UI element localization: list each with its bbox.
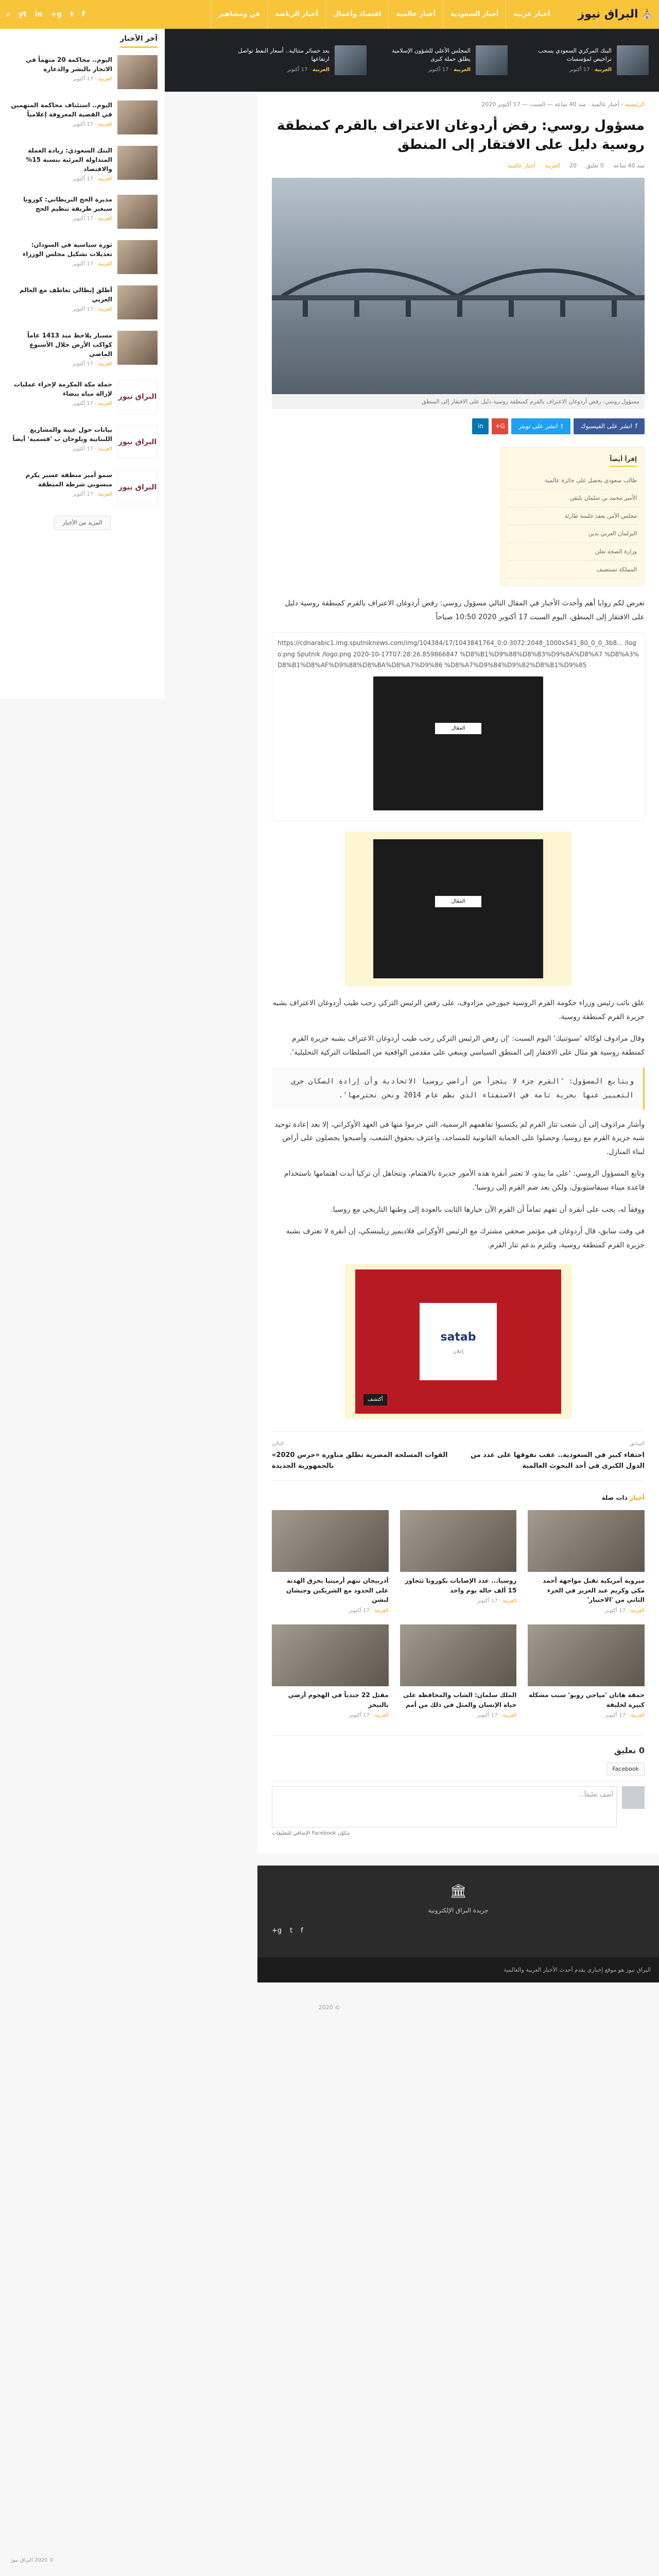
next-title[interactable]: القوات المسلحة المصرية تطلق مناورة «حرس 2020» بالجمهورية الجديدة [272,1451,448,1470]
article-paragraph: ووفقاً له، يجب على أنقرة أن تفهم تماماً أن القرم الآن خيارها الثابت بالعودة إلى وطنها التاريخي مع روسيا. [331,1205,645,1214]
bridge-illustration [272,240,645,317]
share-google-plus-button[interactable]: G+ [492,418,508,434]
news-meta: العربية · 17 أكتوبر [73,307,112,313]
social-icons [6,9,85,20]
read-also-item[interactable]: الأمير محمد بن سلمان يلتقي [508,489,637,507]
strip-title: بعد خسائر متتالية.. أسعار النفط تواصل ارتفاعها [238,47,330,62]
related-item[interactable] [400,1624,517,1720]
news-meta: العربية · 17 أكتوبر [73,122,112,128]
footer-logo-icon: 🏛 [449,1884,467,1900]
site-footer [257,1866,659,1957]
site-logo-thumbnail: البراق نيوز [117,425,158,459]
breadcrumb: الرئيسية › أخبار عالمية · منذ 40 ساعة — السبت — 17 أكتوبر 2020 [481,101,645,108]
related-item[interactable] [272,1624,389,1720]
news-thumbnail [117,331,158,365]
news-meta: العربية · 17 أكتوبر [73,261,112,267]
breadcrumb-category[interactable]: أخبار عالمية [591,101,619,108]
related-title[interactable]: أذربيجان تتهم أرمينيا بخرق الهدنة على الحدود مع الشريكين وجيشان لبشن [286,1577,389,1604]
sidebar-news-item[interactable] [7,240,158,274]
comments-heading: 0 تعليق [614,1745,645,1756]
related-meta: العربية · 17 أكتوبر [605,1713,645,1719]
article-hero-image [272,178,645,394]
news-title[interactable]: أطلق إيطالي تعاطف مع العالم العربي [19,286,112,303]
meta-comments[interactable]: 0 تعليق [585,162,604,169]
news-thumbnail [117,240,158,274]
image-caption: مسؤول روسي: رفض أردوغان الاعتراف بالقرم كمنطقة روسية دليل على الافتقار إلى المنطق [272,394,645,410]
sidebar-news-item[interactable] [7,195,158,229]
related-item[interactable] [400,1510,517,1615]
related-grid [272,1510,645,1720]
news-thumbnail [117,146,158,180]
facebook-icon: f [635,422,637,430]
nav-item-sports[interactable]: أخبار الرياضة [267,0,325,29]
sidebar-news-item[interactable] [7,100,158,134]
related-meta: العربية · 17 أكتوبر [477,1713,517,1719]
read-also-item[interactable]: وزارة الصحة تعلن [508,543,637,561]
google-plus-icon[interactable]: g+ [50,10,62,19]
satab-ad[interactable] [355,1269,561,1414]
next-label: التالي [272,1441,284,1447]
share-twitter-button[interactable]: t انشر على تويتر [511,418,570,434]
related-title[interactable]: حمقة هاتان 'مياجي روبو' سبب مشكلة كبيرة لخليفة [528,1691,645,1708]
related-title[interactable]: مقتل 22 جندياً في الهجوم أرضي بالنيجر [288,1691,389,1708]
sidebar-news-item[interactable] [7,425,158,459]
related-thumbnail[interactable] [400,1624,517,1686]
prev-next-navigation [272,1431,645,1481]
related-meta: العربية · 17 أكتوبر [349,1607,389,1614]
footer-description: البراق نيوز هو موقع إخباري يقدم أحدث الأخبار العربية والعالمية [257,1957,659,1983]
meta-views: 20 [569,162,577,169]
news-thumbnail [117,100,158,134]
avatar [622,1786,645,1809]
related-meta: العربية · 17 أكتوبر [349,1713,389,1719]
page-bottom [0,1982,659,2044]
comments-section [272,1735,645,1838]
article-paragraph: وقال مرادوف لوكالة 'سبوتنيك' اليوم السبت: 'إن رفض الرئيس التركي رجب طيب أردوغان الاعتراف بشبه جزيرة القرم كمنطقة روسية هو مثال على الافتقار إلى المنطق السياسي وينبغي على مقدمي الواقعية من السلطات التركية التحليلية'. [289,1035,645,1057]
related-title[interactable]: الملك سلمان: الشاب والمحافظة على حياة الإنسان والمثل في ذلك من أمم [403,1691,517,1708]
sidebar-heading: آخر الأخبار [120,33,158,48]
fb-plugin-label[interactable]: مكوّن Facebook الإضافي للتعليقات [272,1831,350,1837]
nav-item-arab-news[interactable]: أخبار عربية [506,0,557,29]
news-thumbnail [117,55,158,89]
article-paragraph: علق نائب رئيس وزراء حكومة القرم الروسية جيورجي مرادوف، على رفض الرئيس التركي رجب طيب أردوغان الاعتراف بشبه جزيرة القرم كمنطقة روسية. [272,999,645,1021]
related-meta: العربية · 17 أكتوبر [477,1598,517,1604]
article-meta [272,161,645,171]
bottom-copyright: © 2020 البراق نيوز [10,2557,55,2563]
facebook-icon[interactable]: f [81,10,85,19]
logo-mark-icon: ⛪ [641,8,653,20]
read-also-item[interactable]: طالب سعودي يحصل على جائزة عالمية [508,472,637,490]
news-thumbnail [117,285,158,319]
strip-thumbnail [476,45,508,75]
bottom-year: © 2020 [318,2004,341,2011]
news-meta: العربية · 17 أكتوبر [73,176,112,182]
news-title[interactable]: اليوم.. استئناف محاكمة المتهمين في القضية المعروفة إعلامياً [11,101,112,118]
news-thumbnail [117,195,158,229]
strip-meta: العربية · 17 أكتوبر [428,66,471,73]
related-item[interactable] [272,1510,389,1615]
news-meta: العربية · 17 أكتوبر [73,492,112,498]
logo-text: البراق نيوز [578,8,638,21]
sidebar-news-item[interactable] [7,470,158,504]
prev-title[interactable]: احتفاء كبير في السعودية.. عقب تفوقها على عدد من الدول الكبرى في أحد البحوث العالمية [470,1451,645,1470]
facebook-icon[interactable]: f [301,1927,303,1935]
related-thumbnail[interactable] [528,1510,645,1572]
site-logo-thumbnail: البراق نيوز [117,380,158,414]
prev-label: السابق [630,1441,645,1447]
strip-item[interactable] [379,45,508,75]
embedded-url-text [272,632,645,821]
comment-input[interactable]: أضف تعليقاً... [272,1786,617,1827]
related-title[interactable]: روسيا... عدد الإصابات بكورونا تتجاوز 15 ألف حالة يوم واحد [405,1577,517,1594]
article-paragraph: وتابع المسؤول الروسي: 'على ما يبدو، لا تعتبر أنقرة هذه الأمور جديرة بالاهتمام، وتتجاهل أن تركيا أبدت اهتمامها باستخدام قاعدة ميناء سيفاستوبول، ولكن بعد ضم القرم إلى روسيا'. [284,1170,645,1192]
news-title[interactable]: ثورة سياسية في السودان: تعديلات تشكيل مجلس الوزراء [23,241,112,258]
related-thumbnail[interactable] [528,1624,645,1686]
google-plus-icon[interactable]: g+ [272,1927,282,1935]
twitter-icon[interactable]: t [290,1927,293,1935]
related-meta: العربية · 17 أكتوبر [605,1607,645,1614]
read-also-item[interactable]: مجلس الأمن يعقد جلسة طارئة [508,507,637,526]
sidebar-news-item[interactable] [7,55,158,89]
site-logo-thumbnail: البراق نيوز [117,470,158,504]
linkedin-icon[interactable]: in [34,10,43,19]
nav-item-celebrities[interactable]: فن ومشاهير [211,0,267,29]
advertisement-box-2 [345,1264,571,1419]
strip-item[interactable] [520,45,649,75]
news-title[interactable]: مسبار يلاحظ منذ 1413 عاماً كواكب الأرض خلال الأسبوع الماضي [27,332,112,358]
article-quote: ويتابع المسؤول: 'القرم جزء لا يتجزأ من أراضي روسيا الاتحادية وأن إرادة السكان جرى التعبير عنها بحرية تامة في الاستفتاء الذي نظم عام 2014 ونحن نحترمها'. [272,1067,645,1109]
news-meta: العربية · 17 أكتوبر [73,446,112,452]
ad-brand: satab [440,1330,476,1344]
sidebar-news-item[interactable] [7,285,158,319]
related-item[interactable] [528,1510,645,1615]
strip-item[interactable] [238,45,367,75]
share-linkedin-button[interactable]: in [472,418,489,434]
article-title: مسؤول روسي: رفض أردوغان الاعتراف بالقرم كمنطقة روسية دليل على الافتقار إلى المنطق [277,117,645,153]
news-meta: العربية · 17 أكتوبر [73,216,112,222]
related-thumbnail[interactable] [400,1510,517,1572]
article-paragraph: في وقت سابق، قال أردوغان في مؤتمر صحفي مشترك مع الرئيس الأوكراني فلاديمير زيلينسكي، إن أنقرة لا تعترف بشبه جزيرة القرم كمنطقة روسية، وتلتزم بدعم تتار القرم. [286,1227,645,1249]
video-ad-player[interactable] [373,676,543,810]
sidebar-news-item[interactable] [7,146,158,183]
news-title[interactable]: مديرة الحج البريطاني: كورونا سيغير طريقة تنظيم الحج [23,196,112,213]
read-also-item[interactable]: المملكة تستضيف [508,561,637,579]
related-thumbnail[interactable] [272,1624,389,1686]
article-paragraph: وأشار مرادوف إلى أن شعب تتار القرم لم يكتسبوا تفاهمهم الرسمية، التي حرموا منها في العهد الأوكراني، إلا بعد إعادة توحيد شبه جزيرة القرم مع روسيا، وحصلوا على الحماية القانونية للمساجد، واعترف بحقوق الشعب، وأصبحوا يحصلون على أراض لبناء المنازل. [274,1120,645,1156]
news-meta: العربية · 17 أكتوبر [73,401,112,407]
strip-meta: العربية · 17 أكتوبر [287,66,330,73]
main-nav [85,0,558,29]
url-text: https://cdnarabic1.img.sputniknews.com/img/104384/17/1043841764_0:0:3072:2048_1000x541_80_0_0_3b8... /logo.png Sputnik /logo.png 2020-10-17T07:28:26.859866847 %D8%B1%D9%88%D8%B3%D9%8A%D8%A7 %D8%A3%D8%B1%D8%AF%D9%88%D8%BA%D8%A7%D9%86 %D8%A7%D9%84%D9%82%D8%B1%D9%85 [278,639,639,669]
ad-cta-button[interactable]: أكتشف [363,1394,387,1405]
meta-date: منذ 40 ساعة [613,162,645,169]
sidebar-news-item[interactable] [7,380,158,414]
footer-site-name: جريدة البراق الإلكترونية [428,1906,489,1914]
news-meta: العربية · 17 أكتوبر [73,361,112,367]
news-meta: العربية · 17 أكتوبر [73,76,112,82]
youtube-icon[interactable]: yt [18,10,27,19]
nav-item-saudi-news[interactable]: أخبار السعودية [443,0,506,29]
article-main [257,92,659,1853]
advertisement-box [345,832,571,986]
top-navigation-bar [0,0,659,29]
related-title[interactable]: ميروية أمريكية تقبل مواجهة أحمد مكي وكريم عبد العزيز في الجزء الثاني من 'الاختيار' [543,1577,645,1604]
ad-label: المقال [435,723,481,734]
related-item[interactable] [528,1624,645,1720]
more-news-button[interactable]: المزيد من الأخبار [54,516,111,530]
ad-video-player[interactable] [373,839,543,978]
breadcrumb-home[interactable]: الرئيسية [625,101,645,108]
ad-card [420,1303,497,1380]
nav-item-economy[interactable]: اقتصاد وأعمال [325,0,388,29]
news-title[interactable]: سمو أمير منطقة عسير يكرم منسوبي شرطة المنطقة [25,471,112,488]
ad-sub: إعلان [453,1349,463,1354]
share-bar [272,418,645,434]
ad-label: المقال [435,896,481,907]
news-title[interactable]: حملة مكة المكرمة لإجراء عمليات لإزالة مياه بيضاء [14,381,112,398]
related-heading: أخبار ذات صلة [601,1494,645,1501]
read-also-heading: إقرأ أيضاً [610,454,637,466]
site-logo[interactable] [578,5,653,23]
facebook-comments-tab[interactable]: Facebook [606,1762,645,1776]
breadcrumb-date: منذ 40 ساعة — السبت — 17 أكتوبر 2020 [481,101,586,108]
next-article-link[interactable] [272,1440,451,1472]
share-facebook-button[interactable]: f انشر على الفيسبوك [574,418,645,434]
comment-box [272,1781,645,1827]
search-icon[interactable]: ⌕ [6,10,10,19]
news-title[interactable]: البنك السعودي: زيادة العملة المتداولة المرئية بنسبة 15% والاقتصاد [26,147,112,173]
twitter-icon: t [561,422,563,430]
strip-thumbnail [617,45,649,75]
read-also-box [500,447,645,586]
strip-thumbnail [335,45,367,75]
latest-news-sidebar [0,29,165,699]
footer-social-icons [272,1926,645,1937]
twitter-icon[interactable]: t [70,10,74,19]
strip-meta: العربية · 17 أكتوبر [569,66,612,73]
sidebar-news-item[interactable] [7,331,158,368]
news-title[interactable]: بيانات حول غيبة والمشاريع اللبنانية ويلوحان ب 'قسمية' أيضاً [12,426,112,443]
nav-item-world-news[interactable]: أخبار عالمية [388,0,443,29]
strip-title: البنك المركزي السعودي يسحب تراخيص لمؤسسات [537,47,612,62]
related-thumbnail[interactable] [272,1510,389,1572]
prev-article-link[interactable] [465,1440,645,1472]
strip-title: المجلس الأعلى للشؤون الإسلامية يطلق حملة كبرى [392,47,471,62]
breaking-news-strip [165,29,659,92]
news-title[interactable]: اليوم.. محاكمة 20 متهماً في الاتجار بالبشر والدعارة [25,56,112,73]
meta-author[interactable]: العربية [544,162,560,169]
read-also-item[interactable]: البرلمان العربي يدين [508,525,637,543]
meta-category[interactable]: أخبار عالمية [507,162,535,169]
article-intro: تعرض لكم زوايا أهم وأحدث الأخبار في المقال التالي مسؤول روسي: رفض أردوغان الاعتراف بالقرم كمنطقة روسية دليل على الافتقار إلى المنطق، اليوم السبت 17 أكتوبر 2020 10:50 صباحاً [285,599,645,621]
